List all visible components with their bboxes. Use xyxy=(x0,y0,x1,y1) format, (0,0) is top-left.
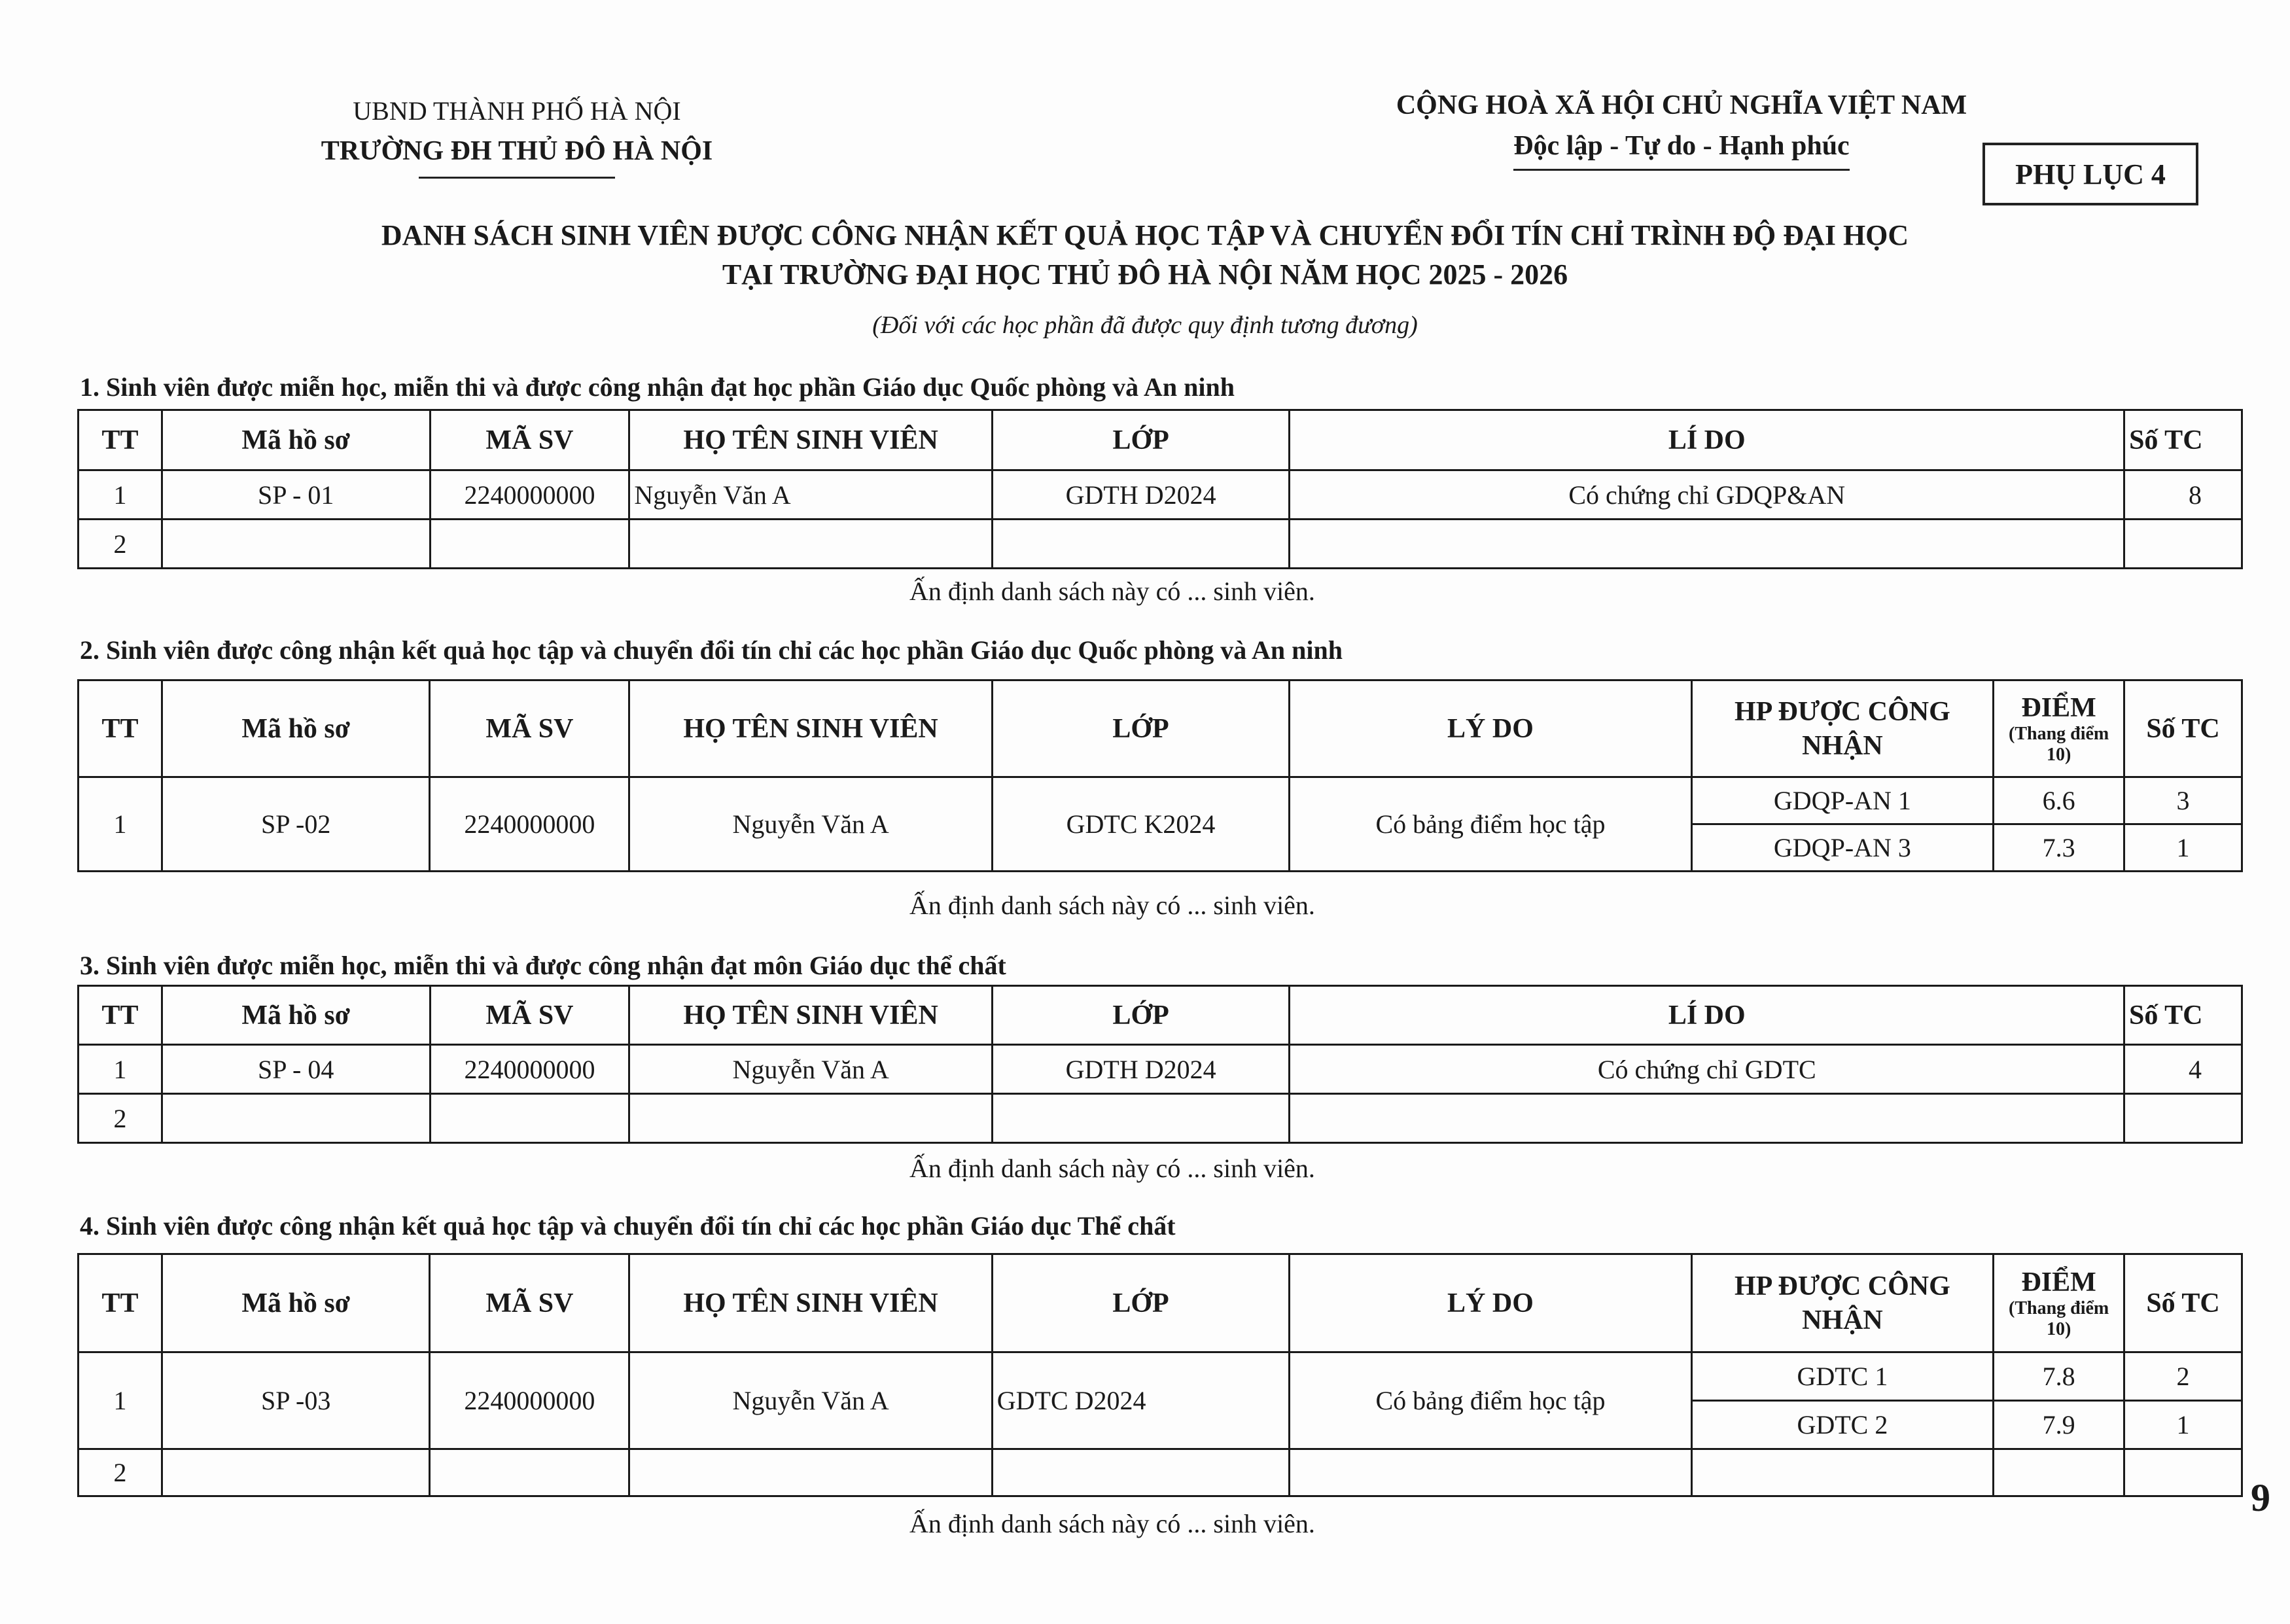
cell-so-tc: 3 xyxy=(2124,777,2242,824)
cell-ma-ho-so: SP -02 xyxy=(162,777,430,872)
cell-hp: GDQP-AN 1 xyxy=(1691,777,1994,824)
table-row xyxy=(79,1094,2242,1143)
cell-so-tc: 1 xyxy=(2124,1401,2242,1449)
section-4-title: 4. Sinh viên được công nhận kết quả học tập và chuyển đổi tín chỉ các học phần Giáo dục Thể chất xyxy=(80,1211,1176,1241)
col-ho-ten: HỌ TÊN SINH VIÊN xyxy=(629,986,992,1045)
section-4-note: Ấn định danh sách này có ... sinh viên. xyxy=(909,1509,1315,1538)
cell-lop: GDTC D2024 xyxy=(992,1352,1290,1449)
col-ma-sv: MÃ SV xyxy=(430,680,629,777)
title-line-2: TẠI TRƯỜNG ĐẠI HỌC THỦ ĐÔ HÀ NỘI NĂM HỌC 2025 - 2026 xyxy=(722,258,1568,291)
section-4-table xyxy=(77,1253,2243,1497)
col-diem xyxy=(1994,1254,2124,1352)
cell-diem: 7.3 xyxy=(1994,824,2124,872)
col-ma-ho-so: Mã hồ sơ xyxy=(162,1254,430,1352)
col-ma-sv: MÃ SV xyxy=(430,986,629,1045)
col-lop: LỚP xyxy=(992,680,1290,777)
cell-tt: 2 xyxy=(79,1449,162,1496)
cell-tt: 1 xyxy=(79,1352,162,1449)
col-tt: TT xyxy=(79,1254,162,1352)
table-row xyxy=(79,470,2242,520)
col-ly-do: LÝ DO xyxy=(1290,680,1691,777)
cell-ma-ho-so xyxy=(162,1094,430,1143)
cell-ma-ho-so: SP - 01 xyxy=(162,470,430,520)
diem-scale: (Thang điểm 10) xyxy=(2009,723,2109,765)
col-lop: LỚP xyxy=(992,1254,1290,1352)
col-diem xyxy=(1994,680,2124,777)
col-ho-ten: HỌ TÊN SINH VIÊN xyxy=(629,680,992,777)
cell-tt: 1 xyxy=(79,470,162,520)
cell-lop: GDTH D2024 xyxy=(992,470,1290,520)
cell-tt: 1 xyxy=(79,1045,162,1094)
page-mark: 9 xyxy=(2251,1476,2270,1519)
cell-ly-do: Có bảng điểm học tập xyxy=(1290,777,1691,872)
cell-ma-sv: 2240000000 xyxy=(430,1352,629,1449)
col-ma-ho-so: Mã hồ sơ xyxy=(162,986,430,1045)
cell-ma-sv: 2240000000 xyxy=(430,470,629,520)
col-ma-ho-so: Mã hồ sơ xyxy=(162,410,430,470)
section-2-table xyxy=(77,679,2243,872)
motto: Độc lập - Tự do - Hạnh phúc xyxy=(1513,126,1849,171)
col-li-do: LÍ DO xyxy=(1290,986,2124,1045)
cell-ho-ten xyxy=(629,520,992,569)
cell-ho-ten: Nguyễn Văn A xyxy=(629,777,992,872)
cell-ho-ten: Nguyễn Văn A xyxy=(629,470,992,520)
cell-ho-ten xyxy=(629,1449,992,1496)
table-row xyxy=(79,777,2242,824)
table-header-row xyxy=(79,1254,2242,1352)
col-so-tc: Số TC xyxy=(2124,410,2242,470)
document-title xyxy=(196,216,2094,294)
cell-so-tc: 4 xyxy=(2124,1045,2242,1094)
cell-ma-sv: 2240000000 xyxy=(430,1045,629,1094)
cell-diem: 6.6 xyxy=(1994,777,2124,824)
col-ho-ten: HỌ TÊN SINH VIÊN xyxy=(629,410,992,470)
appendix-label: PHỤ LỤC 4 xyxy=(1982,143,2198,205)
cell-hp: GDQP-AN 3 xyxy=(1691,824,1994,872)
cell-ma-ho-so: SP - 04 xyxy=(162,1045,430,1094)
cell-hp: GDTC 1 xyxy=(1691,1352,1994,1401)
col-li-do: LÍ DO xyxy=(1290,410,2124,470)
issuing-authority-block xyxy=(288,92,746,179)
col-tt: TT xyxy=(79,986,162,1045)
section-3-note: Ấn định danh sách này có ... sinh viên. xyxy=(909,1154,1315,1183)
cell-so-tc xyxy=(2124,520,2242,569)
cell-lop: GDTH D2024 xyxy=(992,1045,1290,1094)
cell-diem: 7.9 xyxy=(1994,1401,2124,1449)
cell-so-tc: 1 xyxy=(2124,824,2242,872)
diem-scale: (Thang điểm 10) xyxy=(2009,1297,2109,1339)
col-ho-ten: HỌ TÊN SINH VIÊN xyxy=(629,1254,992,1352)
col-tt: TT xyxy=(79,680,162,777)
cell-li-do xyxy=(1290,520,2124,569)
col-lop: LỚP xyxy=(992,986,1290,1045)
document-subtitle: (Đối với các học phần đã được quy định tương đương) xyxy=(872,311,1418,339)
col-hp-cong-nhan: HP ĐƯỢC CÔNG NHẬN xyxy=(1691,1254,1994,1352)
section-3-title: 3. Sinh viên được miễn học, miễn thi và được công nhận đạt môn Giáo dục thể chất xyxy=(80,951,1006,980)
cell-ma-ho-so: SP -03 xyxy=(162,1352,430,1449)
col-so-tc: Số TC xyxy=(2124,1254,2242,1352)
country-name: CỘNG HOÀ XÃ HỘI CHỦ NGHĨA VIỆT NAM xyxy=(1396,90,1967,120)
cell-lop xyxy=(992,1094,1290,1143)
table-row xyxy=(79,1352,2242,1401)
cell-ho-ten: Nguyễn Văn A xyxy=(629,1352,992,1449)
authority-name: UBND THÀNH PHỐ HÀ NỘI xyxy=(353,96,681,126)
table-row xyxy=(79,520,2242,569)
col-ly-do: LÝ DO xyxy=(1290,1254,1691,1352)
cell-ly-do: Có bảng điểm học tập xyxy=(1290,1352,1691,1449)
table-header-row xyxy=(79,410,2242,470)
cell-so-tc xyxy=(2124,1094,2242,1143)
table-row xyxy=(79,1449,2242,1496)
cell-ho-ten xyxy=(629,1094,992,1143)
section-1-note: Ấn định danh sách này có ... sinh viên. xyxy=(909,576,1315,606)
national-motto-block xyxy=(1335,85,2028,171)
cell-lop: GDTC K2024 xyxy=(992,777,1290,872)
col-ma-sv: MÃ SV xyxy=(430,410,629,470)
cell-ma-ho-so xyxy=(162,1449,430,1496)
table-row xyxy=(79,1045,2242,1094)
cell-li-do: Có chứng chỉ GDTC xyxy=(1290,1045,2124,1094)
cell-so-tc xyxy=(2124,1449,2242,1496)
diem-label: ĐIỂM xyxy=(2021,1267,2096,1297)
col-tt: TT xyxy=(79,410,162,470)
section-3-table xyxy=(77,985,2243,1144)
cell-ma-ho-so xyxy=(162,520,430,569)
cell-ma-sv: 2240000000 xyxy=(430,777,629,872)
section-2-title: 2. Sinh viên được công nhận kết quả học tập và chuyển đổi tín chỉ các học phần Giáo dục Quốc phòng và An ninh xyxy=(80,635,1343,665)
cell-li-do xyxy=(1290,1094,2124,1143)
cell-ly-do xyxy=(1290,1449,1691,1496)
section-1-table xyxy=(77,409,2243,569)
cell-diem xyxy=(1994,1449,2124,1496)
col-hp-cong-nhan: HP ĐƯỢC CÔNG NHẬN xyxy=(1691,680,1994,777)
cell-li-do: Có chứng chỉ GDQP&AN xyxy=(1290,470,2124,520)
cell-ma-sv xyxy=(430,1449,629,1496)
col-lop: LỚP xyxy=(992,410,1290,470)
col-ma-sv: MÃ SV xyxy=(430,1254,629,1352)
cell-ma-sv xyxy=(430,520,629,569)
cell-tt: 2 xyxy=(79,1094,162,1143)
cell-so-tc: 8 xyxy=(2124,470,2242,520)
cell-tt: 2 xyxy=(79,520,162,569)
cell-lop xyxy=(992,1449,1290,1496)
cell-hp xyxy=(1691,1449,1994,1496)
cell-lop xyxy=(992,520,1290,569)
cell-so-tc: 2 xyxy=(2124,1352,2242,1401)
col-so-tc: Số TC xyxy=(2124,986,2242,1045)
cell-diem: 7.8 xyxy=(1994,1352,2124,1401)
divider xyxy=(419,177,615,179)
section-2-note: Ấn định danh sách này có ... sinh viên. xyxy=(909,891,1315,920)
col-so-tc: Số TC xyxy=(2124,680,2242,777)
cell-hp: GDTC 2 xyxy=(1691,1401,1994,1449)
cell-ho-ten: Nguyễn Văn A xyxy=(629,1045,992,1094)
cell-ma-sv xyxy=(430,1094,629,1143)
title-line-1: DANH SÁCH SINH VIÊN ĐƯỢC CÔNG NHẬN KẾT QUẢ HỌC TẬP VÀ CHUYỂN ĐỔI TÍN CHỈ TRÌNH ĐỘ ĐẠI HỌC xyxy=(381,219,1909,251)
section-1-title: 1. Sinh viên được miễn học, miễn thi và được công nhận đạt học phần Giáo dục Quốc phòng và An ninh xyxy=(80,372,1235,402)
table-header-row xyxy=(79,680,2242,777)
diem-label: ĐIỂM xyxy=(2021,692,2096,723)
col-ma-ho-so: Mã hồ sơ xyxy=(162,680,430,777)
table-header-row xyxy=(79,986,2242,1045)
school-name: TRƯỜNG ĐH THỦ ĐÔ HÀ NỘI xyxy=(321,136,713,166)
cell-tt: 1 xyxy=(79,777,162,872)
